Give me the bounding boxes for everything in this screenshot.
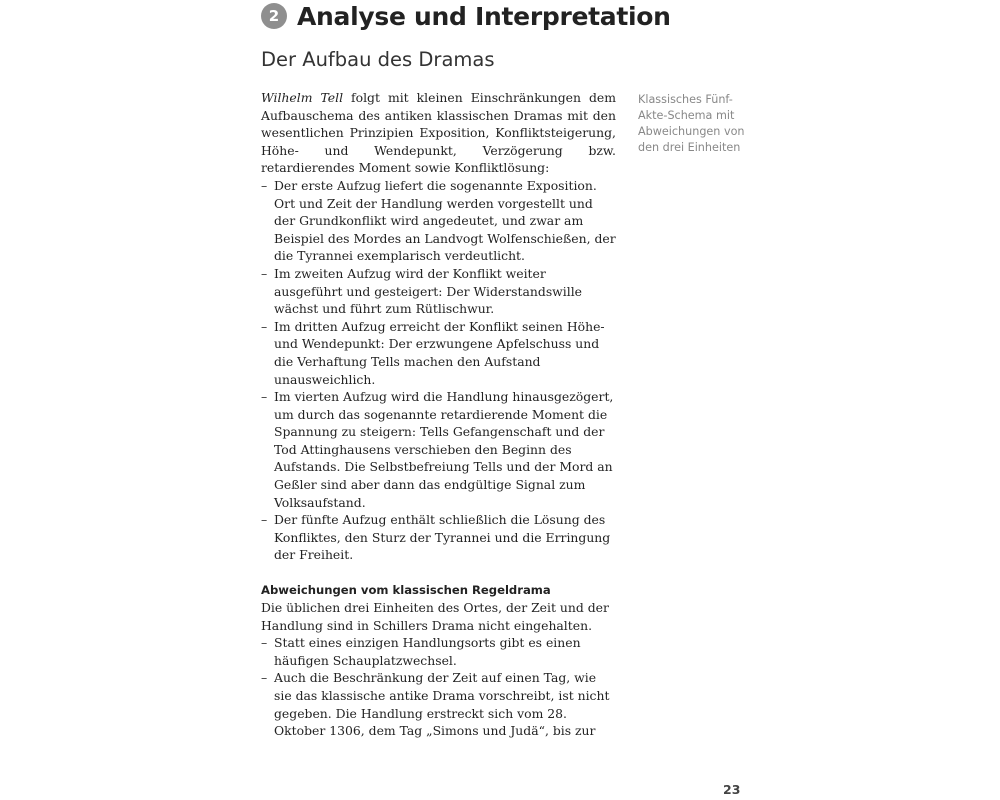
list-item <box>261 318 616 388</box>
chapter-title: Analyse und Interpretation <box>297 1 671 31</box>
list-item <box>261 265 616 318</box>
list-item <box>261 669 616 739</box>
acts-list <box>261 177 616 564</box>
dash-marker: – <box>261 635 268 651</box>
chapter-heading <box>261 0 671 32</box>
deviations-list <box>261 634 616 740</box>
dash-marker: – <box>261 670 268 686</box>
deviation-text: Statt eines einzigen Handlungsorts gibt es einen häufigen Schauplatzwechsel. <box>274 635 581 668</box>
act-text: Im zweiten Aufzug wird der Konflikt weiter ausgeführt und gesteigert: Der Widerstandswille wächst und führt zum Rütlischwur. <box>274 265 583 317</box>
act-text: Der fünfte Aufzug enthält schließlich die Lösung des Konfliktes, den Sturz der Tyrannei und die Erringung der Freiheit. <box>274 512 611 563</box>
act-text: Der erste Aufzug liefert die sogenannte Exposition. Ort und Zeit der Handlung werden vorgestellt und der Grundkonflikt wird angedeutet, und zwar am Beispiel des Mordes an Landvogt Wolfenschießen, der die Tyrannei exemplarisch verdeutlicht. <box>274 177 616 264</box>
dash-marker: – <box>261 318 268 334</box>
deviations-heading: Abweichungen vom klassischen Regeldrama <box>261 583 551 598</box>
intro-paragraph <box>261 89 616 177</box>
deviations-paragraph: Die üblichen drei Einheiten des Ortes, der Zeit und der Handlung sind in Schillers Drama nicht eingehalten. <box>261 600 609 633</box>
list-item <box>261 511 616 564</box>
list-item <box>261 177 616 265</box>
dash-marker: – <box>261 389 268 405</box>
main-text <box>261 89 616 740</box>
act-text: Im dritten Aufzug erreicht der Konflikt seinen Höhe- und Wendepunkt: Der erzwungene Apfelschuss und die Verhaftung Tells machen den Aufstand unausweichlich. <box>274 318 605 387</box>
margin-note: Klassisches Fünf-Akte-Schema mit Abweichungen von den drei Einheiten <box>638 93 745 154</box>
dash-marker: – <box>261 177 268 193</box>
dash-marker: – <box>261 512 268 528</box>
act-text: Im vierten Aufzug wird die Handlung hinausgezögert, um durch das sogenannte retardierende Moment die Spannung zu steigern: Tells Gefangenschaft und der Tod Attinghausens verschieben den Beginn des Aufstands. Die Selbstbefreiung Tells und der Mord an Geßler sind aber dann das endgültige Signal zum Volksaufstand. <box>274 389 614 510</box>
page-number: 23 <box>723 782 741 797</box>
list-item <box>261 388 616 511</box>
list-item <box>261 634 616 669</box>
work-title: Wilhelm Tell <box>261 90 344 105</box>
section-title: Der Aufbau des Dramas <box>261 48 495 71</box>
chapter-number-badge: 2 <box>261 3 287 29</box>
deviation-text: Auch die Beschränkung der Zeit auf einen Tag, wie sie das klassische antike Drama vorschreibt, ist nicht gegeben. Die Handlung erstreckt sich vom 28. Oktober 1306, dem Tag „Simons und Judä“, bis zur <box>274 670 610 739</box>
intro-text: folgt mit kleinen Einschränkungen dem Aufbauschema des antiken klassischen Dramas mit den wesentlichen Prinzipien Exposition, Konfliktsteigerung, Höhe- und Wendepunkt, Verzögerung bzw. retardierendes Moment sowie Konfliktlösung: <box>261 90 616 176</box>
dash-marker: – <box>261 265 268 281</box>
